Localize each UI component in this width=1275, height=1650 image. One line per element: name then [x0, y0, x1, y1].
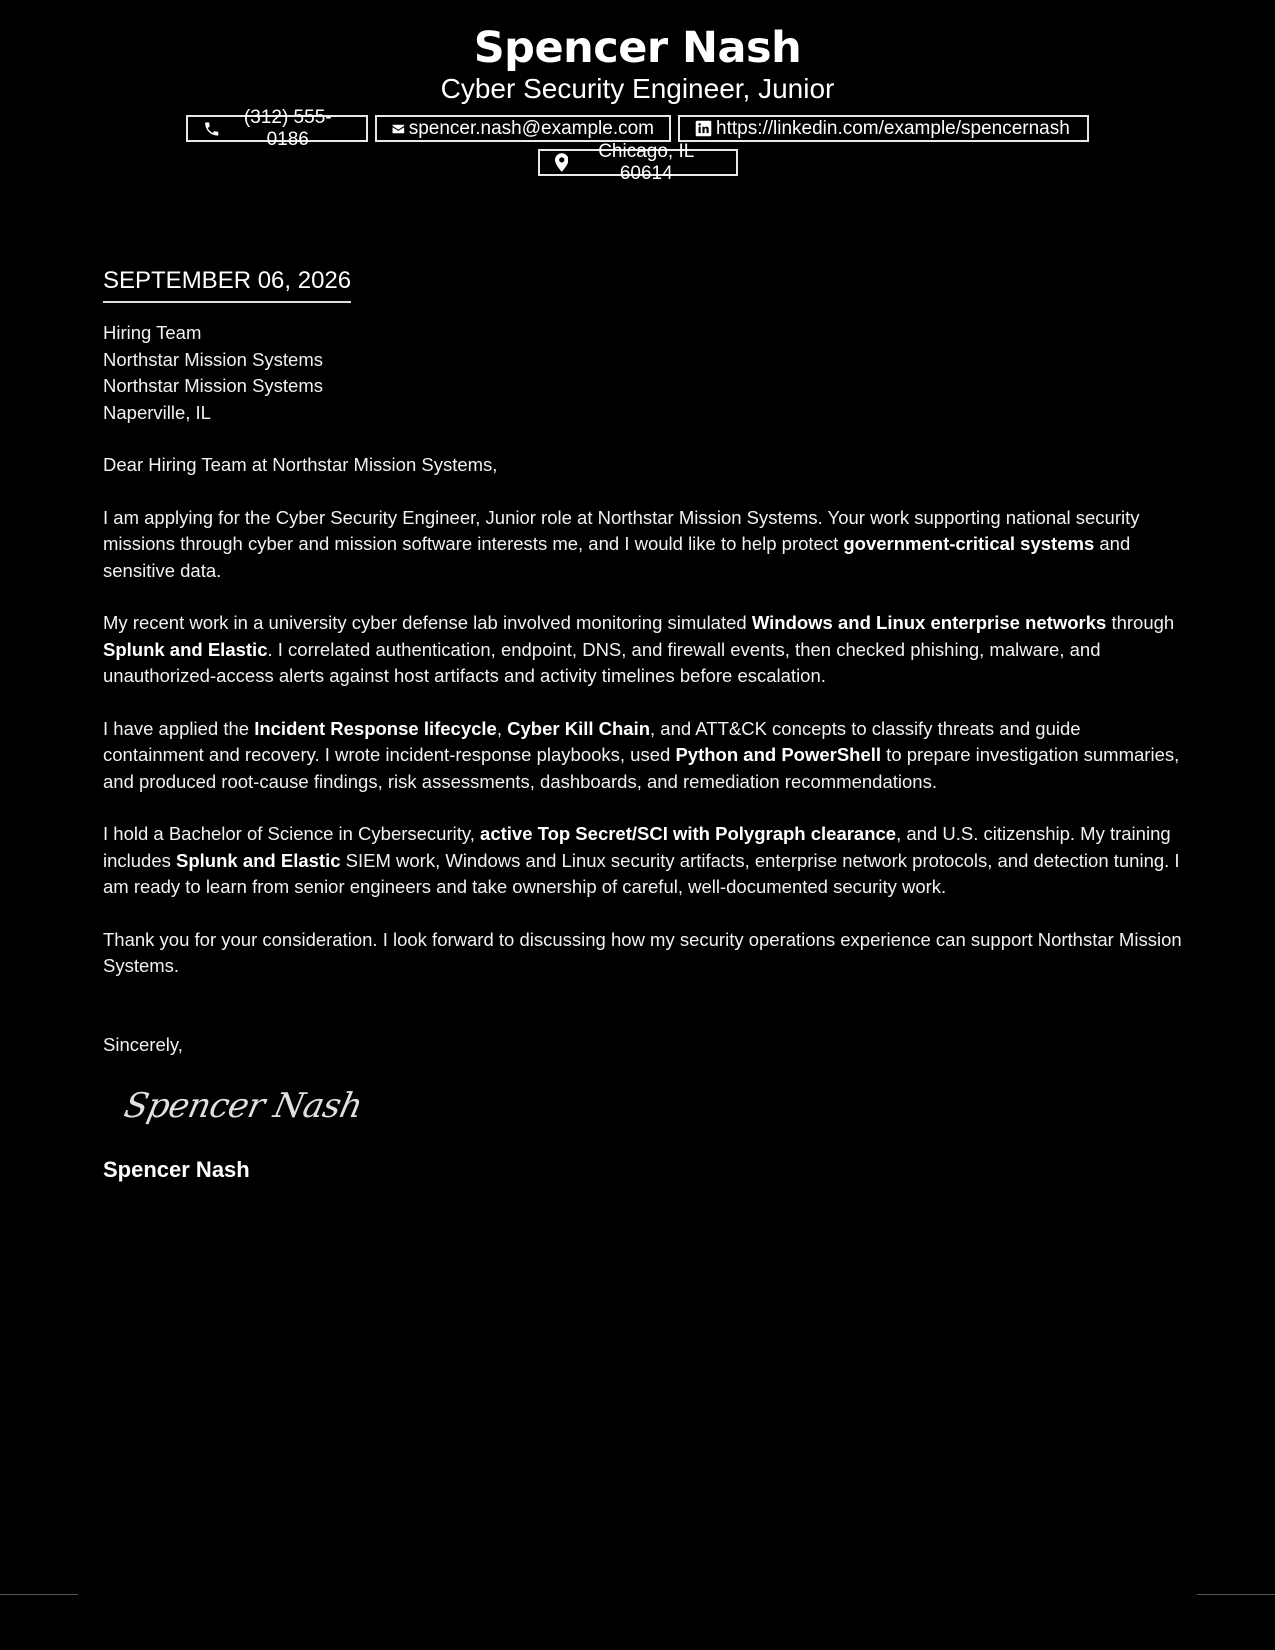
contact-row-location	[0, 140, 1275, 184]
handwritten-signature: Spencer Nash	[120, 1086, 366, 1126]
map-marker-icon	[555, 153, 569, 172]
linkedin-text: https://linkedin.com/example/spencernash	[716, 117, 1070, 139]
email-contact[interactable]	[375, 115, 671, 142]
paragraph-text: My recent work in a university cyber defense lab involved monitoring simulated	[103, 612, 752, 633]
emphasis-text: Windows and Linux enterprise networks	[751, 612, 1107, 633]
body-paragraph	[103, 716, 1183, 796]
paragraph-text: I am applying for the Cyber Security Engineer, Junior role at Northstar Mission Systems. Your work supporting national security missions through cyber and mission software interests me, and I would like to help protect	[103, 506, 1140, 554]
contact-row	[0, 106, 1275, 150]
applicant-name: Spencer Nash	[473, 23, 802, 73]
letter-header	[0, 22, 1275, 184]
emphasis-text: active Top Secret/SCI with Polygraph clearance	[480, 823, 897, 844]
paragraph-text: ,	[496, 717, 508, 739]
paragraph-text: and sensitive data.	[103, 533, 1131, 581]
paragraph-text: SIEM work, Windows and Linux security artifacts, enterprise network protocols, and detection tuning. I am ready to learn from senior engineers and take ownership of careful, well-documented security work.	[103, 849, 1180, 897]
letter-paragraphs	[103, 505, 1183, 980]
paragraph-text: to prepare investigation summaries, and produced root-cause findings, risk assessments, dashboards, and remediation recommendations.	[103, 744, 1180, 792]
location-contact	[538, 140, 738, 184]
linkedin-contact[interactable]	[678, 115, 1089, 142]
envelope-icon	[392, 121, 405, 137]
linkedin-icon	[695, 120, 712, 137]
emphasis-text: Splunk and Elastic	[176, 849, 341, 871]
phone-text: (312) 555-0186	[243, 106, 332, 150]
signer-name: Spencer Nash	[103, 1157, 250, 1182]
phone-icon	[203, 120, 221, 138]
paragraph-text: , and ATT&CK concepts to classify threats and guide containment and recovery. I wrote incident-response playbooks, used	[103, 717, 1081, 765]
recipient-line: Hiring Team	[103, 322, 202, 343]
emphasis-text: Splunk and Elastic	[103, 638, 268, 660]
paragraph-text: Thank you for your consideration. I look forward to discussing how my security operations experience can support Northstar Mission Systems.	[103, 928, 1182, 976]
salutation: Dear Hiring Team at Northstar Mission Systems,	[103, 454, 498, 475]
phone-contact[interactable]	[186, 106, 368, 150]
location-text: Chicago, IL 60614	[598, 140, 695, 184]
paragraph-text: I hold a Bachelor of Science in Cybersecurity,	[103, 823, 481, 844]
footer-rule-left	[0, 1594, 78, 1595]
emphasis-text: Cyber Kill Chain	[507, 717, 651, 739]
recipient-block	[103, 320, 1183, 426]
footer-rule-right	[1197, 1594, 1275, 1595]
paragraph-text: I have applied the	[103, 717, 255, 739]
body-paragraph	[103, 927, 1183, 980]
letter-date: SEPTEMBER 06, 2026	[103, 266, 351, 303]
letter-body	[103, 266, 1183, 1184]
emphasis-text: Python and PowerShell	[675, 744, 882, 765]
paragraph-text: . I correlated authentication, endpoint, DNS, and firewall events, then checked phishing, malware, and unauthorized-access alerts against host artifacts and activity timelines before escalation.	[103, 638, 1101, 686]
body-paragraph	[103, 610, 1183, 690]
recipient-line: Northstar Mission Systems	[103, 348, 323, 370]
email-text: spencer.nash@example.com	[408, 117, 654, 139]
emphasis-text: government-critical systems	[843, 533, 1095, 554]
applicant-title: Cyber Security Engineer, Junior	[440, 73, 835, 104]
recipient-line: Naperville, IL	[103, 401, 211, 423]
emphasis-text: Incident Response lifecycle	[254, 717, 497, 739]
body-paragraph	[103, 821, 1183, 901]
recipient-line: Northstar Mission Systems	[103, 375, 323, 396]
paragraph-text: through	[1106, 612, 1175, 633]
body-paragraph	[103, 505, 1183, 585]
paragraph-text: , and U.S. citizenship. My training includes	[103, 823, 1171, 871]
closing: Sincerely,	[103, 1033, 183, 1055]
